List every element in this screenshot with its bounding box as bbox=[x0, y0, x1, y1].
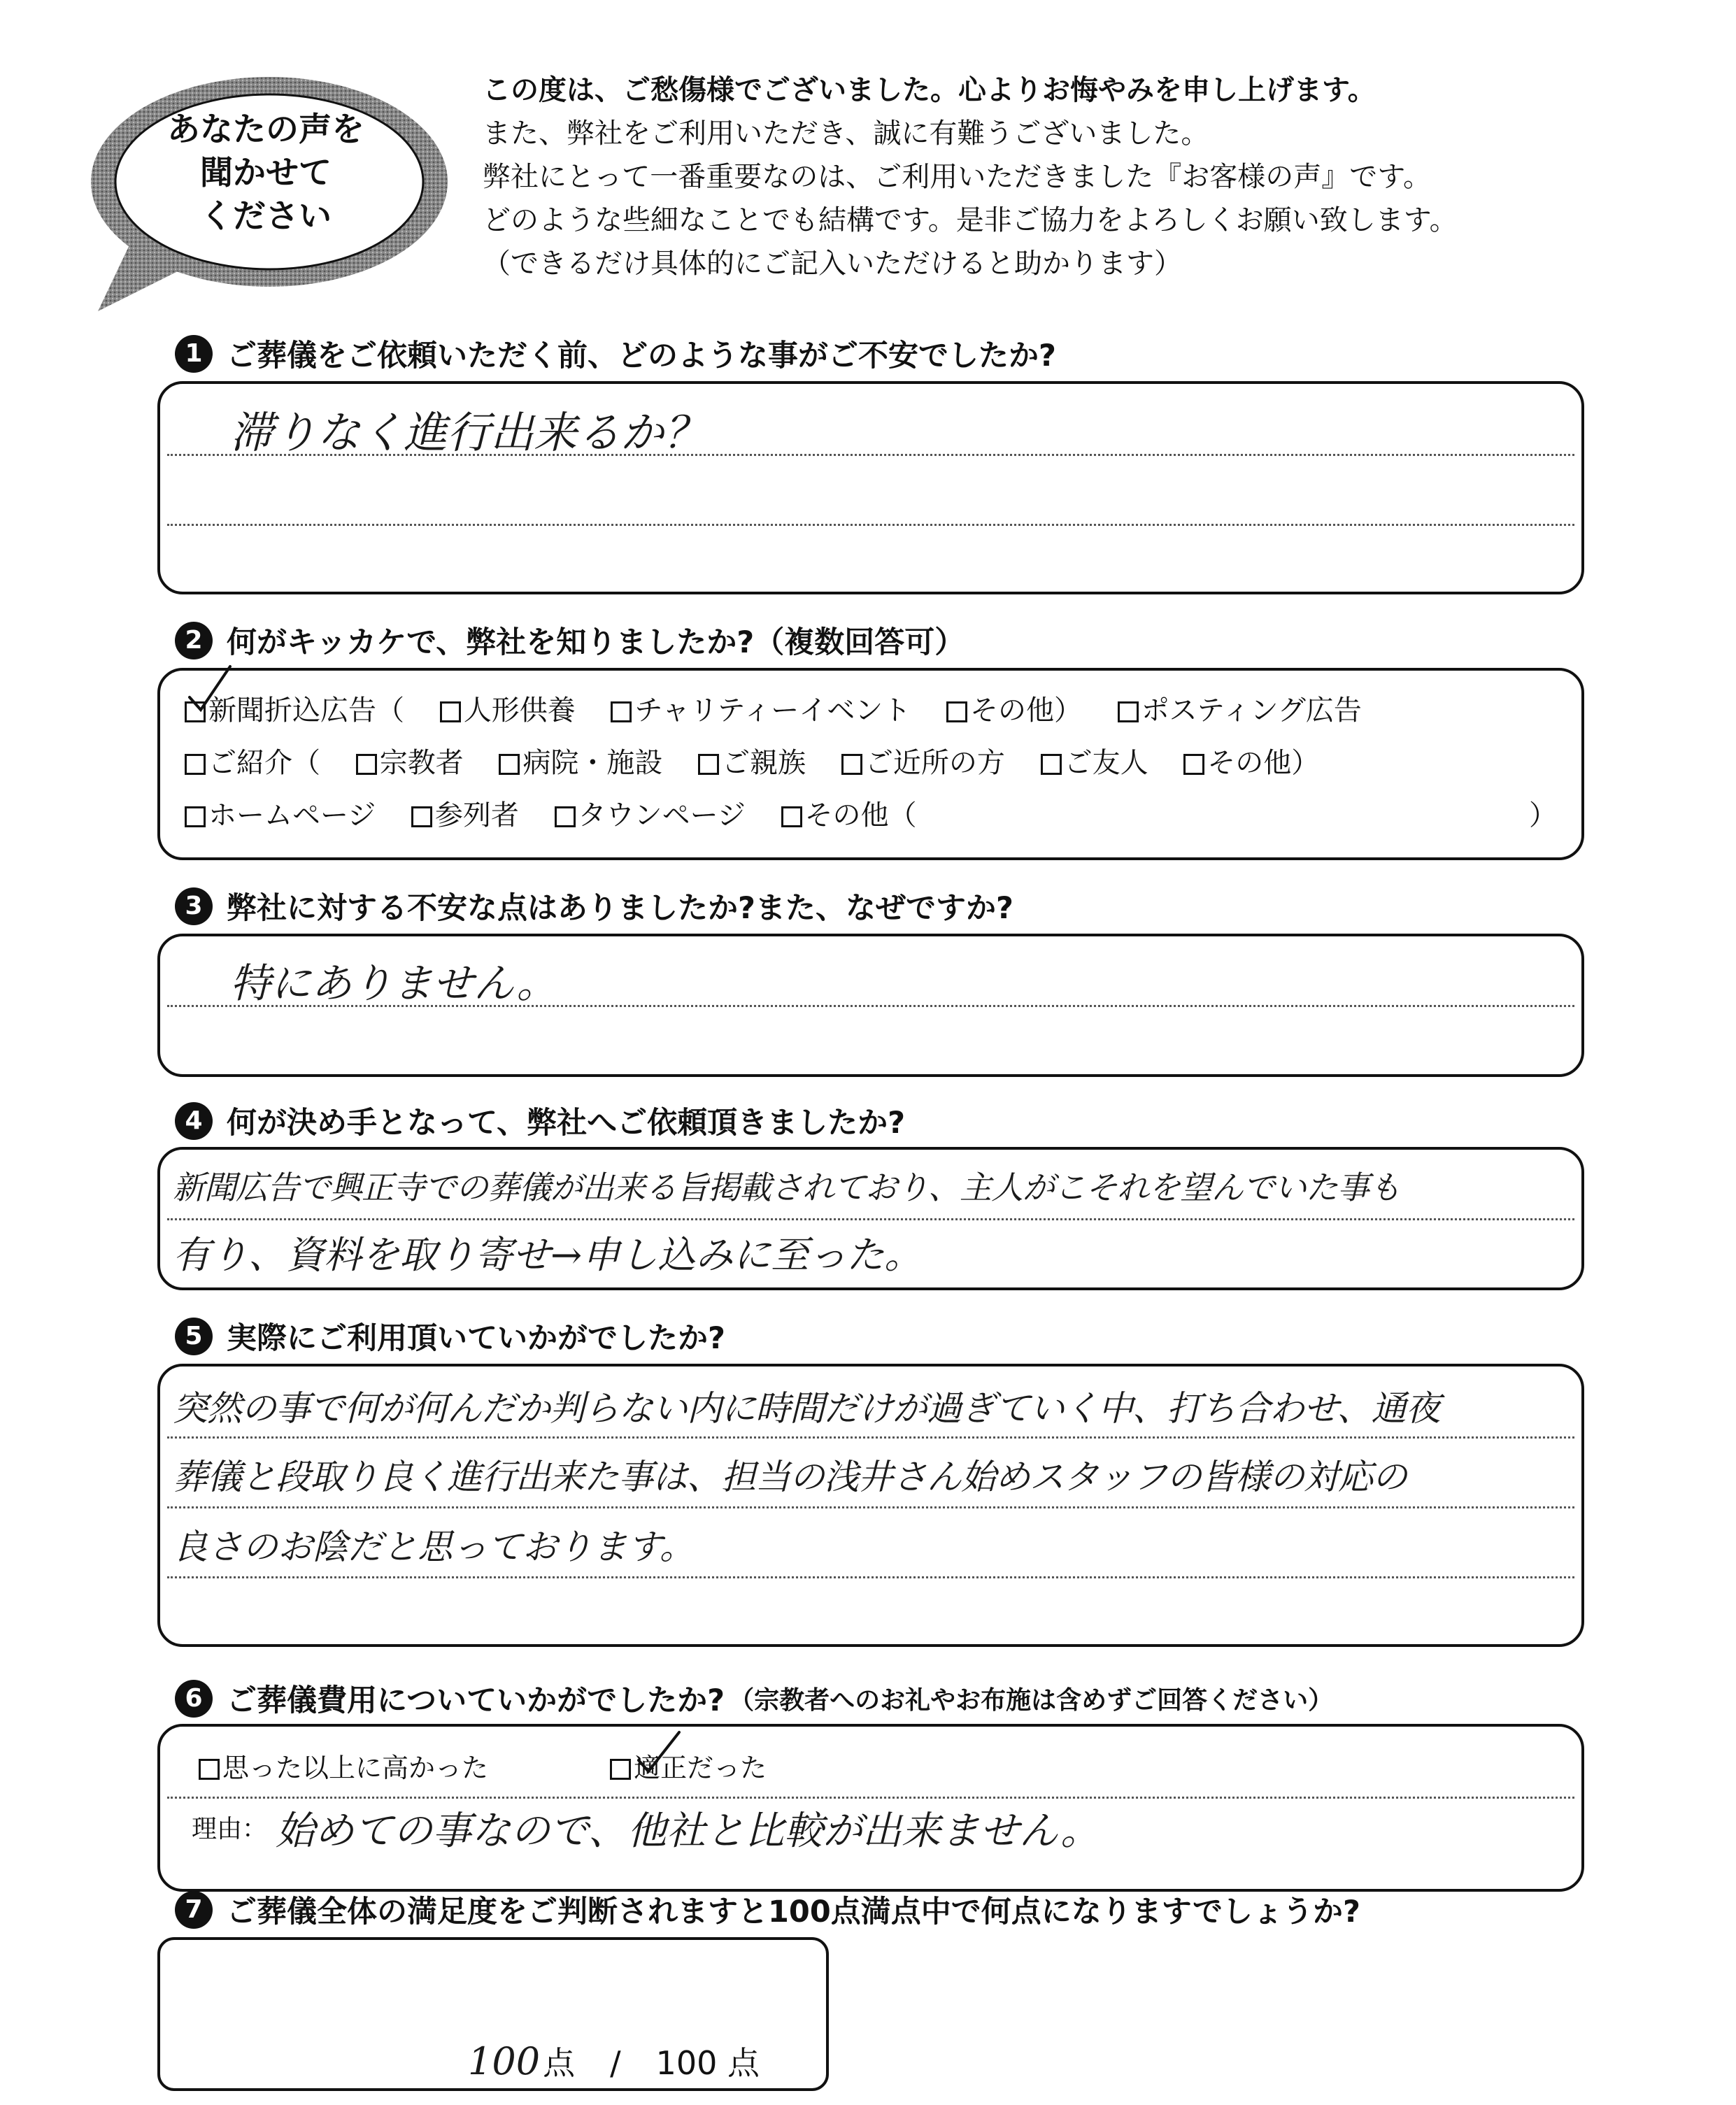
q1-answer-box[interactable] bbox=[157, 381, 1584, 594]
checkbox[interactable] bbox=[1118, 701, 1139, 722]
q4-answer-box[interactable] bbox=[157, 1147, 1584, 1290]
q6-reason[interactable]: 始めての事なので、他社と比較が出来ません。 bbox=[276, 1808, 1100, 1854]
checkbox[interactable] bbox=[1183, 754, 1204, 775]
option-other-2[interactable] bbox=[1183, 747, 1319, 779]
q2-options-box bbox=[157, 668, 1584, 860]
option-label: 参列者 bbox=[434, 799, 519, 832]
q1-title bbox=[175, 332, 1056, 375]
option-label: ご友人 bbox=[1064, 747, 1148, 779]
option-label: 適正だった bbox=[634, 1753, 767, 1783]
check-mark-icon bbox=[181, 662, 237, 718]
intro-line: この度は、ご愁傷様でございました。心よりお悔やみを申し上げます。 bbox=[483, 74, 1376, 106]
q5-answer-line: 良さのお陰だと思っております。 bbox=[173, 1527, 695, 1567]
bubble-line: あなたの声を bbox=[167, 110, 364, 149]
checkbox[interactable] bbox=[555, 806, 576, 827]
ruled-line bbox=[167, 1436, 1574, 1439]
q1-title-text: ご葬儀をご依頼いただく前、どのような事がご不安でしたか? bbox=[227, 338, 1056, 373]
option-label: ご紹介（ bbox=[208, 747, 320, 779]
q5-title bbox=[175, 1315, 725, 1357]
q7-score-box[interactable] bbox=[157, 1937, 829, 2091]
q6-options bbox=[199, 1746, 785, 1785]
q7-number: 7 bbox=[175, 1891, 213, 1929]
checkbox[interactable] bbox=[499, 754, 520, 775]
q3-title bbox=[175, 885, 1013, 927]
q1-number: 1 bbox=[175, 335, 213, 373]
q7-title-text: ご葬儀全体の満足度をご判断されますと100点満点中で何点になりますでしょうか? bbox=[227, 1894, 1360, 1929]
option-too-expensive[interactable] bbox=[199, 1753, 488, 1783]
checkbox[interactable] bbox=[841, 754, 862, 775]
checkbox[interactable] bbox=[1041, 754, 1062, 775]
check-mark-icon bbox=[629, 1727, 685, 1783]
option-label: その他（ bbox=[804, 799, 917, 832]
reason-label: 理由： bbox=[192, 1815, 268, 1843]
q3-title-text: 弊社に対する不安な点はありましたか?また、なぜですか? bbox=[227, 891, 1013, 926]
option-religious[interactable] bbox=[356, 747, 464, 779]
score-unit: 点 bbox=[543, 2044, 576, 2082]
score-separator: / bbox=[610, 2044, 621, 2082]
option-townpage[interactable] bbox=[555, 799, 746, 832]
q5-answer-box[interactable] bbox=[157, 1364, 1584, 1647]
q3-number: 3 bbox=[175, 887, 213, 925]
option-other-3[interactable] bbox=[781, 799, 917, 832]
option-label: その他） bbox=[1207, 747, 1320, 779]
intro-line: また、弊社をご利用いただき、誠に有難うございました。 bbox=[483, 117, 1209, 150]
q2-row-1 bbox=[185, 688, 1380, 728]
bubble-line: 聞かせて bbox=[200, 154, 332, 192]
checkbox[interactable] bbox=[356, 754, 377, 775]
q7-title bbox=[175, 1888, 1360, 1931]
q6-note: （宗教者へのお礼やお布施は含めずご回答ください） bbox=[729, 1686, 1334, 1715]
intro-line: どのような些細なことでも結構です。是非ご協力をよろしくお願い致します。 bbox=[483, 204, 1458, 236]
q5-answer-line: 葬儀と段取り良く進行出来た事は、担当の浅井さん始めスタッフの皆様の対応の bbox=[173, 1457, 1407, 1497]
option-label: 病院・施設 bbox=[522, 747, 663, 779]
option-posting[interactable] bbox=[1118, 694, 1362, 727]
option-label: タウンページ bbox=[578, 799, 746, 832]
q6-number: 6 bbox=[175, 1680, 213, 1718]
option-referral[interactable] bbox=[185, 747, 320, 779]
option-relatives[interactable] bbox=[698, 747, 806, 779]
close-paren: ） bbox=[1529, 799, 1557, 832]
q6-title bbox=[175, 1677, 1333, 1720]
option-hospital[interactable] bbox=[499, 747, 662, 779]
q2-number: 2 bbox=[175, 622, 213, 659]
ruled-line bbox=[167, 524, 1574, 526]
q3-answer: 特にありません。 bbox=[230, 959, 557, 1007]
option-label: 思った以上に高かった bbox=[222, 1753, 489, 1783]
q2-row-2 bbox=[185, 741, 1337, 780]
q3-answer-box[interactable] bbox=[157, 934, 1584, 1077]
option-charity-event[interactable] bbox=[611, 694, 911, 727]
q4-title-text: 何が決め手となって、弊社へご依頼頂きましたか? bbox=[227, 1106, 906, 1141]
option-newspaper-label: 新聞折込広告（ bbox=[208, 694, 404, 727]
score-value[interactable]: 100 bbox=[468, 2039, 541, 2083]
q6-answer-box bbox=[157, 1724, 1584, 1892]
q1-answer: 滞りなく進行出来るか？ bbox=[230, 407, 708, 458]
checkbox[interactable] bbox=[698, 754, 719, 775]
ruled-line bbox=[167, 1576, 1574, 1578]
option-label: その他） bbox=[969, 694, 1082, 727]
q4-answer-line: 新聞広告で興正寺での葬儀が出来る旨掲載されており、主人がこそれを望んでいた事も bbox=[173, 1169, 1400, 1206]
checkbox[interactable] bbox=[610, 1759, 631, 1780]
intro-line: （できるだけ具体的にご記入いただけると助かります） bbox=[483, 248, 1182, 280]
score-max: 100 点 bbox=[655, 2044, 760, 2082]
option-label: 人形供養 bbox=[463, 694, 576, 727]
checkbox[interactable] bbox=[946, 701, 967, 722]
option-homepage[interactable] bbox=[185, 799, 376, 832]
q5-answer-line: 突然の事で何が何んだか判らない内に時間だけが過ぎていく中、打ち合わせ、通夜 bbox=[173, 1388, 1440, 1429]
q6-title-text: ご葬儀費用についていかがでしたか? bbox=[227, 1683, 725, 1718]
ruled-line bbox=[167, 1218, 1574, 1220]
option-label: ご近所の方 bbox=[865, 747, 1005, 779]
option-other-1[interactable] bbox=[946, 694, 1082, 727]
q2-row-3 bbox=[185, 793, 1557, 833]
bubble-line: ください bbox=[200, 197, 332, 236]
q2-title-text: 何がキッカケで、弊社を知りましたか?（複数回答可） bbox=[227, 625, 965, 660]
intro-line: 弊社にとって一番重要なのは、ご利用いただきました『お客様の声』です。 bbox=[483, 161, 1431, 193]
intro-text bbox=[483, 69, 1714, 285]
checkbox[interactable] bbox=[199, 1759, 220, 1780]
checkbox[interactable] bbox=[185, 806, 206, 827]
checkbox[interactable] bbox=[611, 701, 632, 722]
speech-bubble bbox=[84, 77, 448, 315]
q2-title bbox=[175, 619, 965, 662]
ruled-line bbox=[167, 1797, 1574, 1799]
option-label: ご親族 bbox=[722, 747, 806, 779]
bubble-text bbox=[150, 108, 381, 238]
q4-title bbox=[175, 1099, 905, 1142]
checkbox[interactable] bbox=[411, 806, 432, 827]
option-attendee[interactable] bbox=[411, 799, 519, 832]
score-line bbox=[468, 2038, 760, 2084]
checkbox[interactable] bbox=[781, 806, 802, 827]
q4-number: 4 bbox=[175, 1102, 213, 1140]
q5-title-text: 実際にご利用頂いていかがでしたか? bbox=[227, 1321, 725, 1356]
option-label: ポスティング広告 bbox=[1141, 694, 1362, 727]
checkbox[interactable] bbox=[185, 754, 206, 775]
q4-answer-line: 有り、資料を取り寄せ→申し込みに至った。 bbox=[173, 1233, 923, 1277]
option-label: チャリティーイベント bbox=[634, 694, 911, 727]
option-neighbors[interactable] bbox=[841, 747, 1005, 779]
option-label: ホームページ bbox=[208, 799, 376, 832]
option-doll-memorial[interactable] bbox=[440, 694, 576, 727]
q5-number: 5 bbox=[175, 1318, 213, 1355]
checkbox[interactable] bbox=[440, 701, 461, 722]
ruled-line bbox=[167, 1506, 1574, 1508]
option-friends[interactable] bbox=[1041, 747, 1148, 779]
option-label: 宗教者 bbox=[379, 747, 464, 779]
